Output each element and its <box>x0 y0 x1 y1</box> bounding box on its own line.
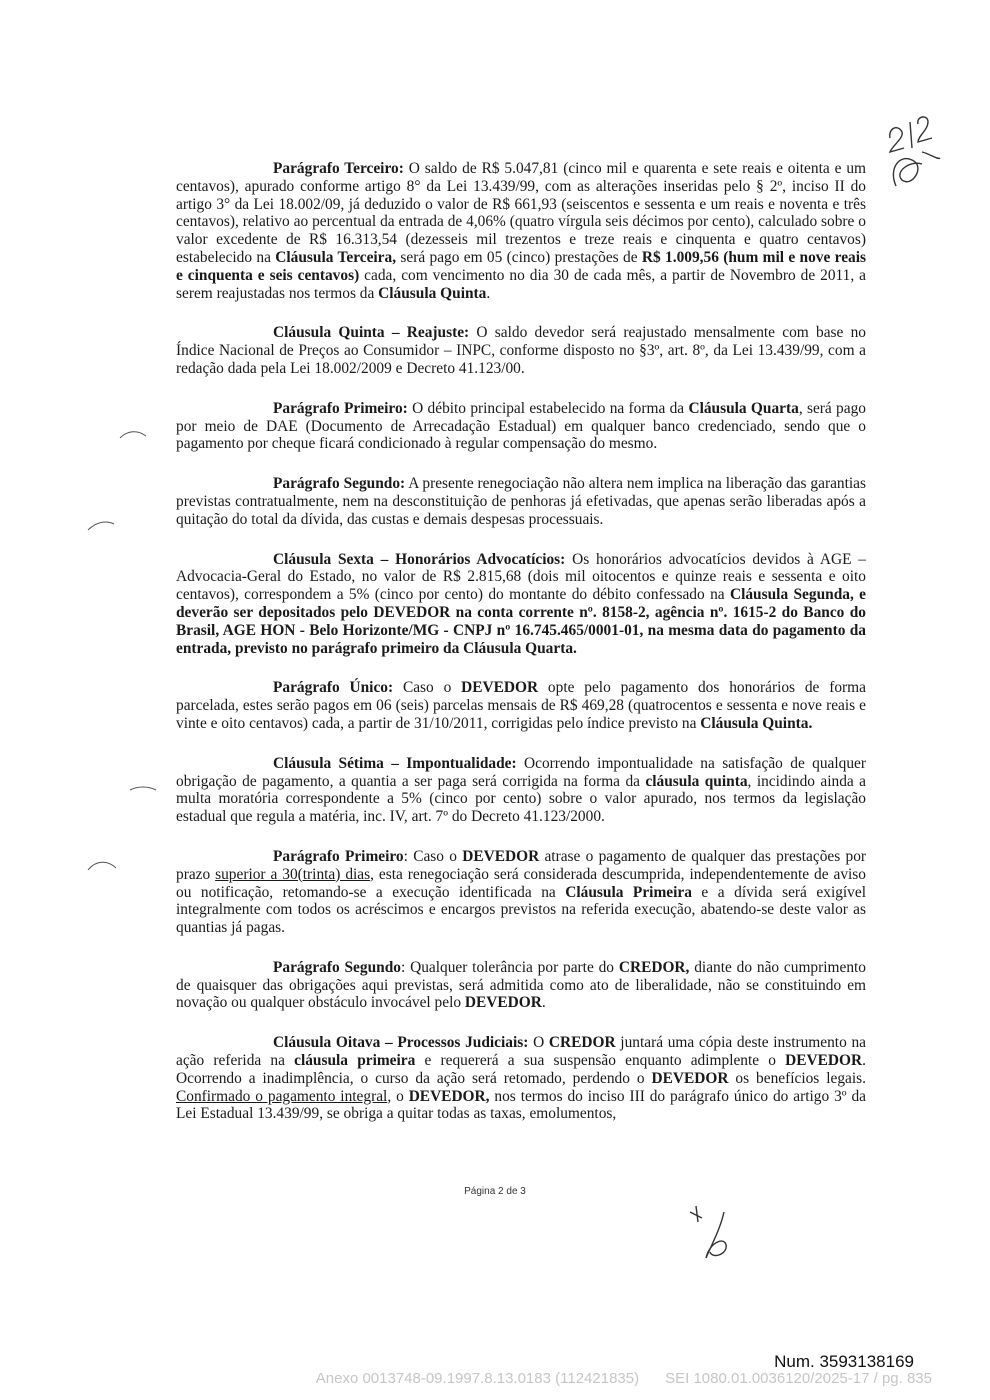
document-body <box>176 160 866 1145</box>
heading: Parágrafo Segundo: <box>273 475 406 493</box>
page-number: Página 2 de 3 <box>464 1186 526 1197</box>
heading: Parágrafo Segundo <box>273 958 401 976</box>
heading: Parágrafo Primeiro: <box>273 399 408 417</box>
paragrafo-segundo-setima: Parágrafo Segundo: Qualquer tolerância por parte do CREDOR, diante do não cumprimento de quaisquer das obrigações aqui previstas, será admitida como ato de liberalidade, não se constituindo em novação ou qualquer obstáculo invocável pelo DEVEDOR. <box>176 958 866 1012</box>
heading: Cláusula Oitava – Processos Judiciais: <box>273 1034 529 1052</box>
paragrafo-primeiro-setima: Parágrafo Primeiro: Caso o DEVEDOR atrase o pagamento de qualquer das prestações por prazo superior a 30(trinta) dias, esta renegociação será considerada descumprida, independentemente de aviso ou notificação, retomando-se a execução identificada na Cláusula Primeira e a dívida será exigível integralmente com todos os acréscimos e encargos previstos na referida execução, abatendo-se deste valor as quantias já pagas. <box>176 847 867 937</box>
clausula-quinta: Cláusula Quinta – Reajuste: O saldo devedor será reajustado mensalmente com base no Índice Nacional de Preços ao Consumidor – INPC, conforme disposto no §3º, art. 8º, da Lei 13.439/99, com a redação dada pela Lei 18.002/2009 e Decreto 41.123/00. <box>176 324 866 377</box>
margin-mark-icon <box>128 782 158 796</box>
heading: Cláusula Sexta – Honorários Advocatícios: <box>273 550 566 568</box>
heading: Cláusula Sétima – Impontualidade: <box>273 754 517 772</box>
paragrafo-primeiro-quinta: Parágrafo Primeiro: O débito principal estabelecido na forma da Cláusula Quarta, será pago por meio de DAE (Documento de Arrecadação Estadual) em qualquer banco credenciado, sendo que o pagamento por cheque ficará condicionado à regular compensação do mesmo. <box>176 399 866 453</box>
clausula-oitava: Cláusula Oitava – Processos Judiciais: O CREDOR juntará uma cópia deste instrumento na ação referida na cláusula primeira e requererá a sua suspensão enquanto adimplente o DEVEDOR. Ocorrendo a inadimplência, o curso da ação será retomado, perdendo o DEVEDOR os benefícios legais. Confirmado o pagamento integral, o DEVEDOR, nos termos do inciso III do parágrafo único do artigo 3º da Lei Estadual 13.439/99, se obriga a quitar todas as taxas, emolumentos, <box>176 1034 866 1123</box>
heading: Parágrafo Terceiro: <box>273 160 404 177</box>
heading: Cláusula Quinta – Reajuste: <box>273 324 470 342</box>
annex-id: Anexo 0013748-09.1997.8.13.0183 (112421835) <box>315 1370 640 1387</box>
sei-id: SEI 1080.01.0036120/2025-17 / pg. 835 <box>665 1370 932 1387</box>
clausula-setima: Cláusula Sétima – Impontualidade: Ocorrendo impontualidade na satisfação de qualquer obrigação de pagamento, a quantia a ser paga será corrigida na forma da cláusula quinta, incidindo ainda a multa moratória correspondente a 5% (cinco por cento) sobre o valor apurado, nos termos da legislação estadual que regula a matéria, inc. IV, art. 7º do Decreto 41.123/2000. <box>176 754 867 826</box>
margin-mark-icon <box>86 858 118 874</box>
paragrafo-unico: Parágrafo Único: Caso o DEVEDOR opte pelo pagamento dos honorários de forma parcelada, estes serão pagos em 06 (seis) parcelas mensais de R$ 469,28 (quatrocentos e sessenta e nove reais e vinte e oito centavos) cada, a partir de 31/10/2011, corrigidas pelo índice previsto na Cláusula Quinta. <box>176 679 866 732</box>
annex-watermark <box>290 1370 932 1387</box>
margin-mark-icon <box>118 428 148 442</box>
paragrafo-segundo-quinta: Parágrafo Segundo: A presente renegociação não altera nem implica na liberação das garantias previstas contratualmente, nem na desconstituição de penhoras já efetivadas, que apenas serão liberadas após a quitação do total da dívida, das custas e demais despesas processuais. <box>176 475 866 528</box>
handwritten-page-number-icon <box>882 108 944 194</box>
clausula-sexta: Cláusula Sexta – Honorários Advocatícios: Os honorários advocatícios devidos à AGE – Advocacia-Geral do Estado, no valor de R$ 2.815,68 (dois mil oitocentos e quinze reais e sessenta e oito centavos), correspondem a 5% (cinco por cento) do montante do débito confessado na Cláusula Segunda, e deverão ser depositados pelo DEVEDOR na conta corrente nº. 8158-2, agência nº. 1615-2 do Banco do Brasil, AGE HON - Belo Horizonte/MG - CNPJ nº 16.745.465/0001-01, na mesma data do pagamento da entrada, previsto no parágrafo primeiro da Cláusula Quarta. <box>176 550 867 657</box>
handwritten-initials-icon <box>680 1196 750 1266</box>
margin-mark-icon <box>86 518 116 534</box>
document-number: Num. 3593138169 <box>774 1352 914 1371</box>
paragrafo-terceiro: Parágrafo Terceiro: O saldo de R$ 5.047,81 (cinco mil e quarenta e sete reais e oitenta e um centavos), apurado conforme artigo 8° da Lei 13.439/99, com as alterações inseridas pelo § 2º, inciso II do artigo 3° da Lei 18.002/09, já deduzido o valor de R$ 661,93 (seiscentos e sessenta e um reais e noventa e três centavos), relativo ao percentual da entrada de 4,06% (quatro vírgula seis décimos por cento), calculado sobre o valor excedente de R$ 16.313,54 (dezesseis mil trezentos e treze reais e cinquenta e quatro centavos) estabelecido na Cláusula Terceira, será pago em 05 (cinco) prestações de R$ 1.009,56 (hum mil e nove reais e cinquenta e seis centavos) cada, com vencimento no dia 30 de cada mês, a partir de Novembro de 2011, a serem reajustadas nos termos da Cláusula Quinta. <box>176 160 866 302</box>
heading: Parágrafo Único: <box>273 679 394 697</box>
heading: Parágrafo Primeiro <box>273 847 404 865</box>
